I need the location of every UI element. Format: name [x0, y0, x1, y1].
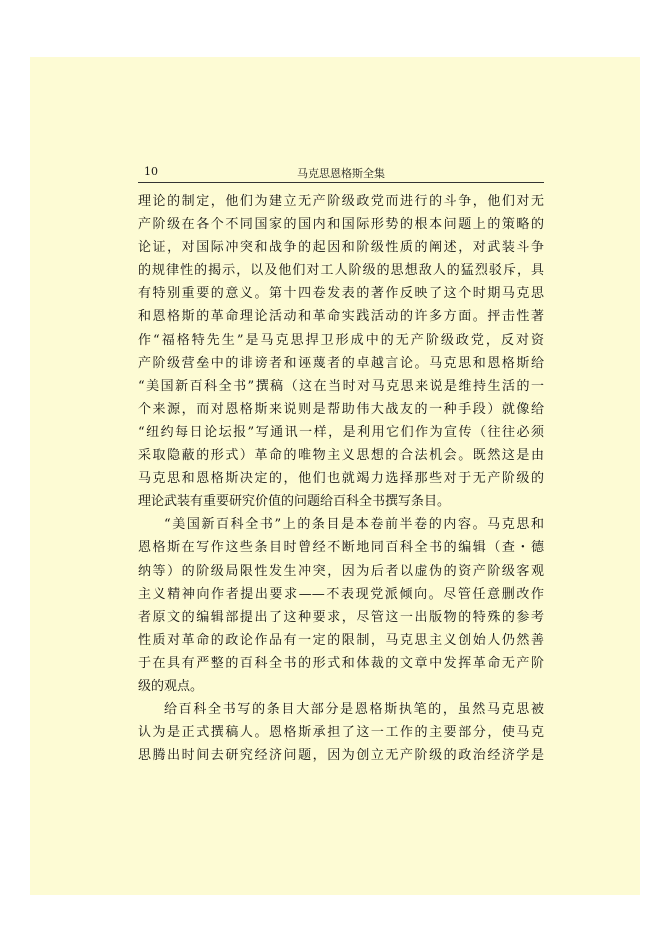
text-line: 性质对革命的政论作品有一定的限制，马克思主义创始人仍然善 [138, 632, 544, 648]
text-line: 马克思和恩格斯决定的，他们也就竭力选择那些对于无产阶级的 [138, 471, 544, 487]
text-line: 个来源，而对恩格斯来说则是帮助伟大战友的一种手段）就像给 [138, 401, 544, 417]
text-line: 理论武装有重要研究价值的问题给百科全书撰写条目。 [138, 494, 451, 510]
text-line: 采取隐蔽的形式）革命的唯物主义思想的合法机会。既然这是由 [138, 448, 544, 464]
text-line: 论证，对国际冲突和战争的起因和阶级性质的阐述，对武装斗争 [138, 240, 544, 256]
text-line: 和恩格斯的革命理论活动和革命实践活动的许多方面。抨击性著 [138, 309, 544, 325]
page-number: 10 [144, 165, 158, 178]
text-line: 纳等）的阶级局限性发生冲突，因为后者以虚伪的资产阶级客观 [138, 563, 544, 579]
running-title: 马克思恩格斯全集 [297, 167, 385, 180]
text-line: “美国新百科全书”撰稿（这在当时对马克思来说是维持生活的一 [138, 378, 544, 394]
text-line: 给百科全书写的条目大部分是恩格斯执笔的，虽然马克思被 [164, 702, 544, 718]
text-line: 恩格斯在写作这些条目时曾经不断地同百科全书的编辑（查・德 [138, 540, 544, 556]
text-line: 产阶级营垒中的诽谤者和诬蔑者的卓越言论。马克思和恩格斯给 [138, 355, 544, 371]
text-line: 产阶级在各个不同国家的国内和国际形势的根本问题上的策略的 [138, 217, 544, 233]
page-header [138, 158, 544, 183]
text-line: 的规律性的揭示，以及他们对工人阶级的思想敌人的猛烈驳斥，具 [138, 263, 544, 279]
text-line: 主义精神向作者提出要求——不表现党派倾向。尽管任意删改作 [138, 586, 544, 602]
text-line: 作“福格特先生”是马克思捍卫形成中的无产阶级政党，反对资 [138, 332, 544, 348]
text-line: 级的观点。 [138, 678, 204, 694]
body-text [138, 190, 544, 767]
text-line: “纽约每日论坛报”写通讯一样，是利用它们作为宣传（往往必须 [138, 424, 544, 440]
text-line: 有特别重要的意义。第十四卷发表的著作反映了这个时期马克思 [138, 286, 544, 302]
text-line: 认为是正式撰稿人。恩格斯承担了这一工作的主要部分，使马克 [138, 725, 544, 741]
text-line: 思腾出时间去研究经济问题，因为创立无产阶级的政治经济学是 [138, 748, 544, 764]
text-line: 理论的制定，他们为建立无产阶级政党而进行的斗争，他们对无 [138, 194, 544, 209]
text-line: “美国新百科全书”上的条目是本卷前半卷的内容。马克思和 [164, 517, 544, 533]
text-line: 者原文的编辑部提出了这种要求，尽管这一出版物的特殊的参考 [138, 609, 544, 625]
text-line: 于在具有严整的百科全书的形式和体裁的文章中发挥革命无产阶 [138, 655, 544, 671]
